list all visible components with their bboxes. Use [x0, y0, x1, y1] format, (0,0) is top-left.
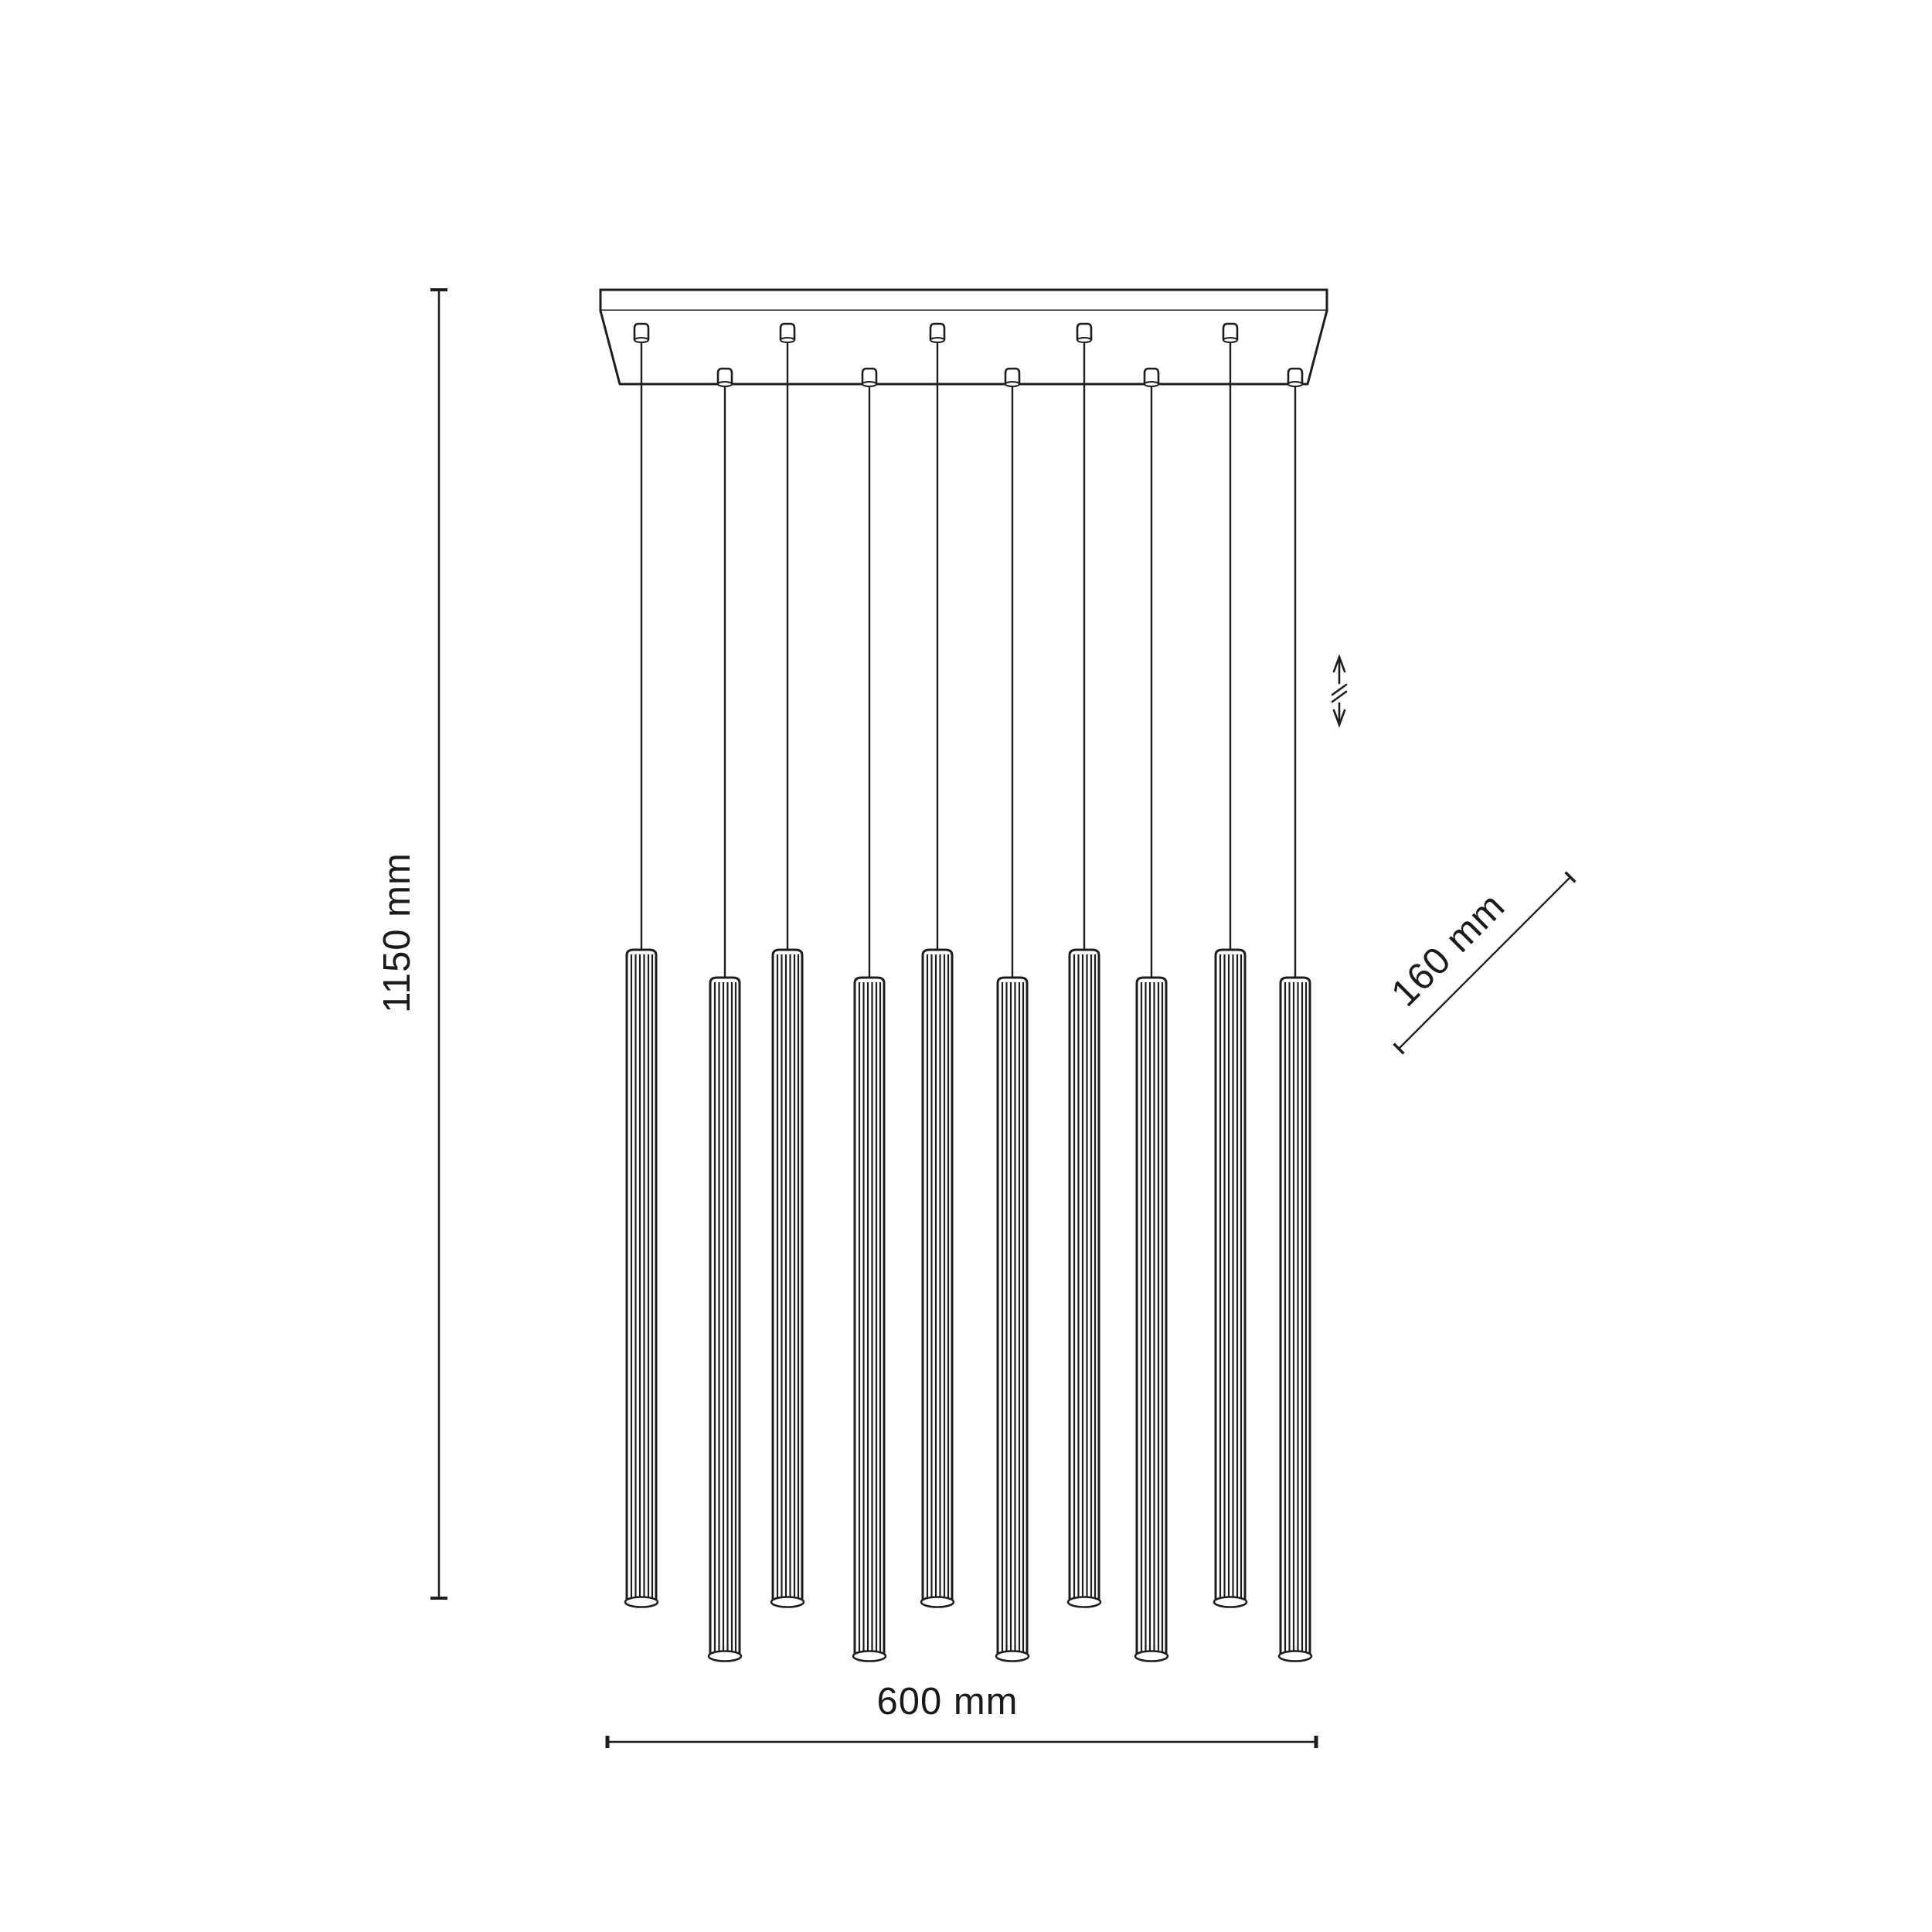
cord-nipple-rim: [862, 382, 876, 386]
pendant-front: [996, 369, 1029, 1662]
pendant-back: [1068, 324, 1100, 1607]
width-dimension-label: 600 mm: [876, 1681, 1019, 1723]
tube-bottom-rim: [1279, 1651, 1311, 1662]
tube-bottom-rim: [625, 1597, 658, 1607]
tube-bottom-rim: [771, 1597, 804, 1607]
cord-nipple-rim: [1223, 338, 1237, 342]
tube-bottom-rim: [709, 1651, 741, 1662]
pendant-back: [921, 324, 954, 1607]
canopy-front-face: [600, 311, 1327, 384]
cord-nipple-rim: [1077, 338, 1091, 342]
cord-nipple-rim: [1005, 382, 1019, 386]
cord-nipple-rim: [930, 338, 944, 342]
pendant-front: [1135, 369, 1168, 1662]
pendant-front: [853, 369, 886, 1662]
tube-bottom-rim: [853, 1651, 886, 1662]
tube-bottom-rim: [1068, 1597, 1100, 1607]
cord-nipple-rim: [718, 382, 732, 386]
canopy-top-band: [600, 290, 1327, 311]
tube-bottom-rim: [1135, 1651, 1168, 1662]
pendant-back: [771, 324, 804, 1607]
cord-nipple-rim: [781, 338, 794, 342]
cord-nipple-rim: [1288, 382, 1302, 386]
tube-bottom-rim: [921, 1597, 954, 1607]
pendant-front: [709, 369, 741, 1662]
pendant-back: [1214, 324, 1247, 1607]
tube-bottom-rim: [996, 1651, 1029, 1662]
pendant-spacing-dimension-label: 160 mm: [1383, 885, 1513, 1015]
height-dimension-label: 1150 mm: [376, 852, 418, 1013]
pendant-back: [625, 324, 658, 1607]
tube-bottom-rim: [1214, 1597, 1247, 1607]
cord-nipple-rim: [634, 338, 648, 342]
cord-nipple-rim: [1145, 382, 1158, 386]
pendant-front: [1279, 369, 1311, 1662]
height-adjust-icon: [1332, 657, 1346, 725]
